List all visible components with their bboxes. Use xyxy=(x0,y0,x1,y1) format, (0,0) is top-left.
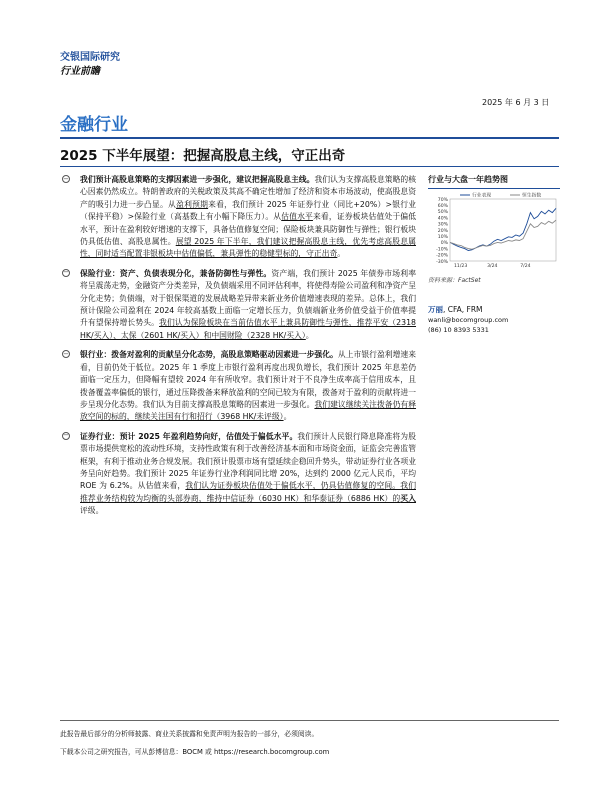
bullet-underline: 展望 2025 年下半年，我们建议把握高股息主线，优先考虑高股息属性，同时适当配置非银板块中估值偏低，兼具弹性的稳健型标的，守正出奇 xyxy=(80,237,417,259)
bullet-underline: 盈利预期 xyxy=(176,199,209,209)
bullet-underline: 买入 xyxy=(400,493,417,503)
chart-y-tick-label: 30% xyxy=(437,222,448,228)
report-headline: 2025 下半年展望：把握高股息主线，守正出奇 xyxy=(60,148,346,164)
analyst-phone: (86) 10 8393 5331 xyxy=(428,326,489,334)
chart-y-tick-label: 10% xyxy=(437,235,448,240)
footer-download[interactable]: 下载本公司之研究报告，可从彭博信息：BOCM 或 https://research.bocomgroup.com xyxy=(60,748,330,756)
bullet-securities xyxy=(62,431,416,518)
chart-y-tick-label: -20% xyxy=(436,253,448,259)
chart-y-tick-label: 40% xyxy=(437,216,448,222)
chart-y-tick-label: -10% xyxy=(436,247,448,253)
bullet-text: 评级。 xyxy=(80,506,104,516)
bullet-strategy xyxy=(62,174,416,261)
chart-title-rule xyxy=(428,188,560,189)
chart-y-tick-label: 50% xyxy=(437,210,448,216)
chart-y-tick-label: 0% xyxy=(440,241,448,247)
bullet-minus-icon: − xyxy=(63,268,69,277)
chart-y-tick-label: 70% xyxy=(437,197,448,203)
bullet-text: 资产端，我们预计 2025 年债券市场利率将呈震荡走势，金融资产分类差异，及负债端采用不同评估利率，将使得寿险公司盈利和净资产呈分化走势；负债端，对于银保渠道的发展战略差异带来新业务价值增速表现的差异。总体上，我们预计保险公司盈利在 2024 年较高基数上面临一定增长压力，负债端新业务价值受益于价值率提升有望保持增长势头。 xyxy=(80,268,416,328)
bullet-lead: 证券行业：预计 2025 年盈利趋势向好，估值处于偏低水平。 xyxy=(80,431,298,441)
analyst-name: 万丽 xyxy=(428,305,443,314)
headline-rule xyxy=(60,166,559,167)
header-rule xyxy=(60,137,559,139)
bullet-lead: 银行业：拨备对盈利的贡献呈分化态势，高股息策略驱动因素进一步强化。 xyxy=(80,350,338,360)
bullet-lead: 我们预计高股息策略的支撑因素进一步强化，建议把握高股息主线。 xyxy=(80,175,315,184)
footer-rule xyxy=(60,720,559,721)
analyst-block xyxy=(428,304,560,335)
chart-y-tick-label: 60% xyxy=(437,204,448,209)
chart-x-tick-label: 7/24 xyxy=(520,264,531,269)
sector-title: 金融行业 xyxy=(60,115,128,135)
bullet-banking xyxy=(62,349,416,423)
report-date: 2025 年 6 月 3 日 xyxy=(482,98,550,107)
chart-x-tick-label: 3/24 xyxy=(487,264,498,269)
bullet-text: 从上市银行盈利增速来看，目前仍处于低位。2025 年 1 季度上市银行盈利再度出现负增长，我们预计 2025 年息差仍面临一定压力，但降幅有望较 2024 年有所收窄。我们预计对于不良净生成率高于信用成本，且拨备覆盖率偏低的银行，通过压降拨备来释放盈利的空间已较为有限，拨备对于盈利的贡献将进一步呈现分化态势。我们认为目前支撑高股息策略的因素进一步强化。 xyxy=(80,350,417,409)
analyst-email[interactable]: wanli@bocomgroup.com xyxy=(428,316,509,324)
doc-type: 行业前瞻 xyxy=(60,66,100,77)
chart-source: 资料来源：FactSet xyxy=(428,277,481,284)
chart-legend-label: 行业表现 xyxy=(472,193,492,199)
analyst-cert: , CFA, FRM xyxy=(443,305,483,314)
chart-x-tick-label: 11/23 xyxy=(454,264,468,269)
bullet-text: 来看，我们预计 2025 年证券行业（同比+20%）>银行业（保持平稳）>保险行业（高基数上有小幅下降压力）。从 xyxy=(80,199,417,222)
bullet-underline: 估值水平 xyxy=(281,212,313,222)
bullet-minus-icon: − xyxy=(63,174,69,183)
chart-series-line xyxy=(450,220,556,249)
chart-y-tick-label: 20% xyxy=(437,228,448,234)
bullet-minus-icon: − xyxy=(63,431,69,440)
chart-series-line xyxy=(450,208,556,250)
bullet-underline: 我们认为证券板块估值处于偏低水平，仍具估值修复的空间。我们推荐业务结构较为均衡的头部券商，维持中信证券（6030 HK）和华泰证券（6886 HK）的 xyxy=(80,481,416,503)
bullet-text: 。 xyxy=(305,330,314,340)
bullet-text: 来看，证券板块估值处于偏低水平，预计在盈利较好增速的支撑下，具备估值修复空间；保险板块兼具防御性与弹性；银行板块仍具低估值、高股息属性。 xyxy=(80,212,416,247)
chart-y-tick-label: -30% xyxy=(436,259,448,265)
bullet-lead: 保险行业：资产、负债表现分化，兼备防御性与弹性。 xyxy=(80,268,272,278)
bullet-underline: 我们建议继续关注拨备仍有释放空间的标的，继续关注国有行和招行（3968 HK/未评级） xyxy=(80,399,417,422)
bullet-minus-icon: − xyxy=(63,349,69,358)
chart-legend-label: 恒生指数 xyxy=(522,193,542,199)
bullet-underline: 我们认为保险板块在当前估值水平上兼具防御性与弹性，推荐平安（2318 HK/买入）、太保（2601 HK/买入）和中国财险（2328 HK/买入） xyxy=(80,318,417,340)
report-body xyxy=(62,174,416,525)
bullet-text: 我们预计人民银行降息降准将为股票市场提供宽松的流动性环境，支持性政策有利于改善经济基本面和市场资金面，证监会完善监管框架，有利于推动业务合规发展。我们预计股票市场有望延续企稳回升势头，带动证券行业各项业务呈向好趋势。我们预计 2025 年证券行业净利润同比增 20%，达到约 2000 亿元人民币，平均 ROE 为 6.2%。从估值来看， xyxy=(80,431,416,491)
bullet-text: 。 xyxy=(283,412,292,422)
chart-title: 行业与大盘一年趋势图 xyxy=(428,175,508,184)
footer-disclaimer: 此报告最后部分的分析师披露、商业关系披露和免责声明为报告的一部分，必须阅读。 xyxy=(60,730,319,738)
sidebar xyxy=(428,174,560,335)
bullet-text: 我们认为支撑高股息策略的核心因素仍然成立。特朗普政府的关税政策及其高不确定性增加了经济和资本市场波动，使高股息资产的吸引力进一步凸显。从 xyxy=(80,175,417,209)
brand-name: 交银国际研究 xyxy=(60,52,120,63)
bullet-text: 。 xyxy=(337,249,346,259)
chart-plot-area xyxy=(450,199,556,261)
trend-chart xyxy=(428,191,560,269)
bullet-insurance xyxy=(62,268,416,342)
